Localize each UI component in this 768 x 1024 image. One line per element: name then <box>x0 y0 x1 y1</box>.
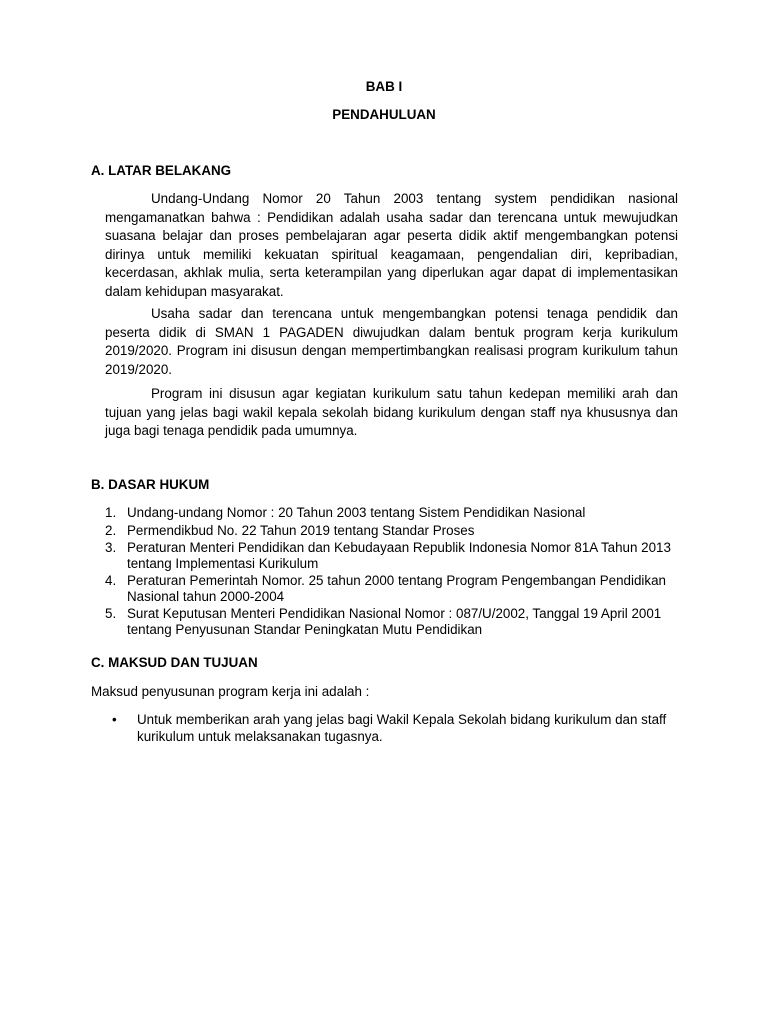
paragraph-2-text: Usaha sadar dan terencana untuk mengembangkan potensi tenaga pendidik dan peserta didik di SMAN 1 PAGADEN diwujudkan dalam bentuk program kerja kurikulum 2019/2020. Program ini disusun dengan mempertimbangkan realisasi program kurikulum tahun 2019/2020. <box>105 306 678 377</box>
list-item-text: Untuk memberikan arah yang jelas bagi Wakil Kepala Sekolah bidang kurikulum dan staff kurikulum untuk melaksanakan tugasnya. <box>137 712 667 744</box>
paragraph-2 <box>105 305 678 379</box>
list-item <box>105 523 685 539</box>
list-item-text: Peraturan Pemerintah Nomor. 25 tahun 2000 tentang Program Pengembangan Pendidikan Nasional tahun 2000-2004 <box>127 573 666 604</box>
paragraph-3 <box>105 385 678 441</box>
list-item-number: 2. <box>105 522 117 538</box>
section-a-heading: A. LATAR BELAKANG <box>91 163 232 178</box>
section-b-heading: B. DASAR HUKUM <box>91 477 210 492</box>
purpose-bullet-list <box>112 711 682 745</box>
list-item <box>105 606 685 637</box>
section-c-heading: C. MAKSUD DAN TUJUAN <box>91 655 258 670</box>
paragraph-1-text: Undang-Undang Nomor 20 Tahun 2003 tentang system pendidikan nasional mengamanatkan bahwa : Pendidikan adalah usaha sadar dan terencana untuk mewujudkan suasana belajar dan proses pembelajaran agar peserta didik aktif mengembangkan potensi dirinya untuk memiliki kekuatan spiritual keagamaan, pengendalian diri, kepribadian, kecerdasan, akhlak mulia, serta keterampilan yang diperlukan agar dapat di implementasikan dalam kehidupan masyarakat. <box>105 191 678 299</box>
list-item-number: 4. <box>105 573 117 588</box>
list-item-text: Peraturan Menteri Pendidikan dan Kebudayaan Republik Indonesia Nomor 81A Tahun 2013 tentang Implementasi Kurikulum <box>127 540 671 571</box>
list-item-number: 5. <box>105 606 117 621</box>
bullet-icon: • <box>112 712 117 727</box>
paragraph-1 <box>105 190 678 301</box>
list-item <box>105 540 685 571</box>
list-item-text: Surat Keputusan Menteri Pendidikan Nasional Nomor : 087/U/2002, Tanggal 19 April 2001 tentang Penyusunan Standar Peningkatan Mutu Pendidikan <box>127 606 662 637</box>
chapter-title: PENDAHULUAN <box>332 107 436 122</box>
paragraph-3-text: Program ini disusun agar kegiatan kurikulum satu tahun kedepan memiliki arah dan tujuan yang jelas bagi wakil kepala sekolah bidang kurikulum dengan staff nya khususnya dan juga bagi tenaga pendidik pada umumnya. <box>105 386 678 438</box>
list-item-number: 1. <box>105 505 117 520</box>
list-item <box>105 573 685 604</box>
chapter-number: BAB I <box>365 79 403 94</box>
list-item-number: 3. <box>105 540 117 555</box>
list-item <box>105 505 685 521</box>
section-c-intro: Maksud penyusunan program kerja ini adalah : <box>91 684 370 699</box>
legal-basis-list <box>105 505 685 639</box>
list-item-text: Permendikbud No. 22 Tahun 2019 tentang Standar Proses <box>127 522 475 538</box>
list-item-text: Undang-undang Nomor : 20 Tahun 2003 tentang Sistem Pendidikan Nasional <box>127 505 586 520</box>
list-item <box>112 711 682 745</box>
